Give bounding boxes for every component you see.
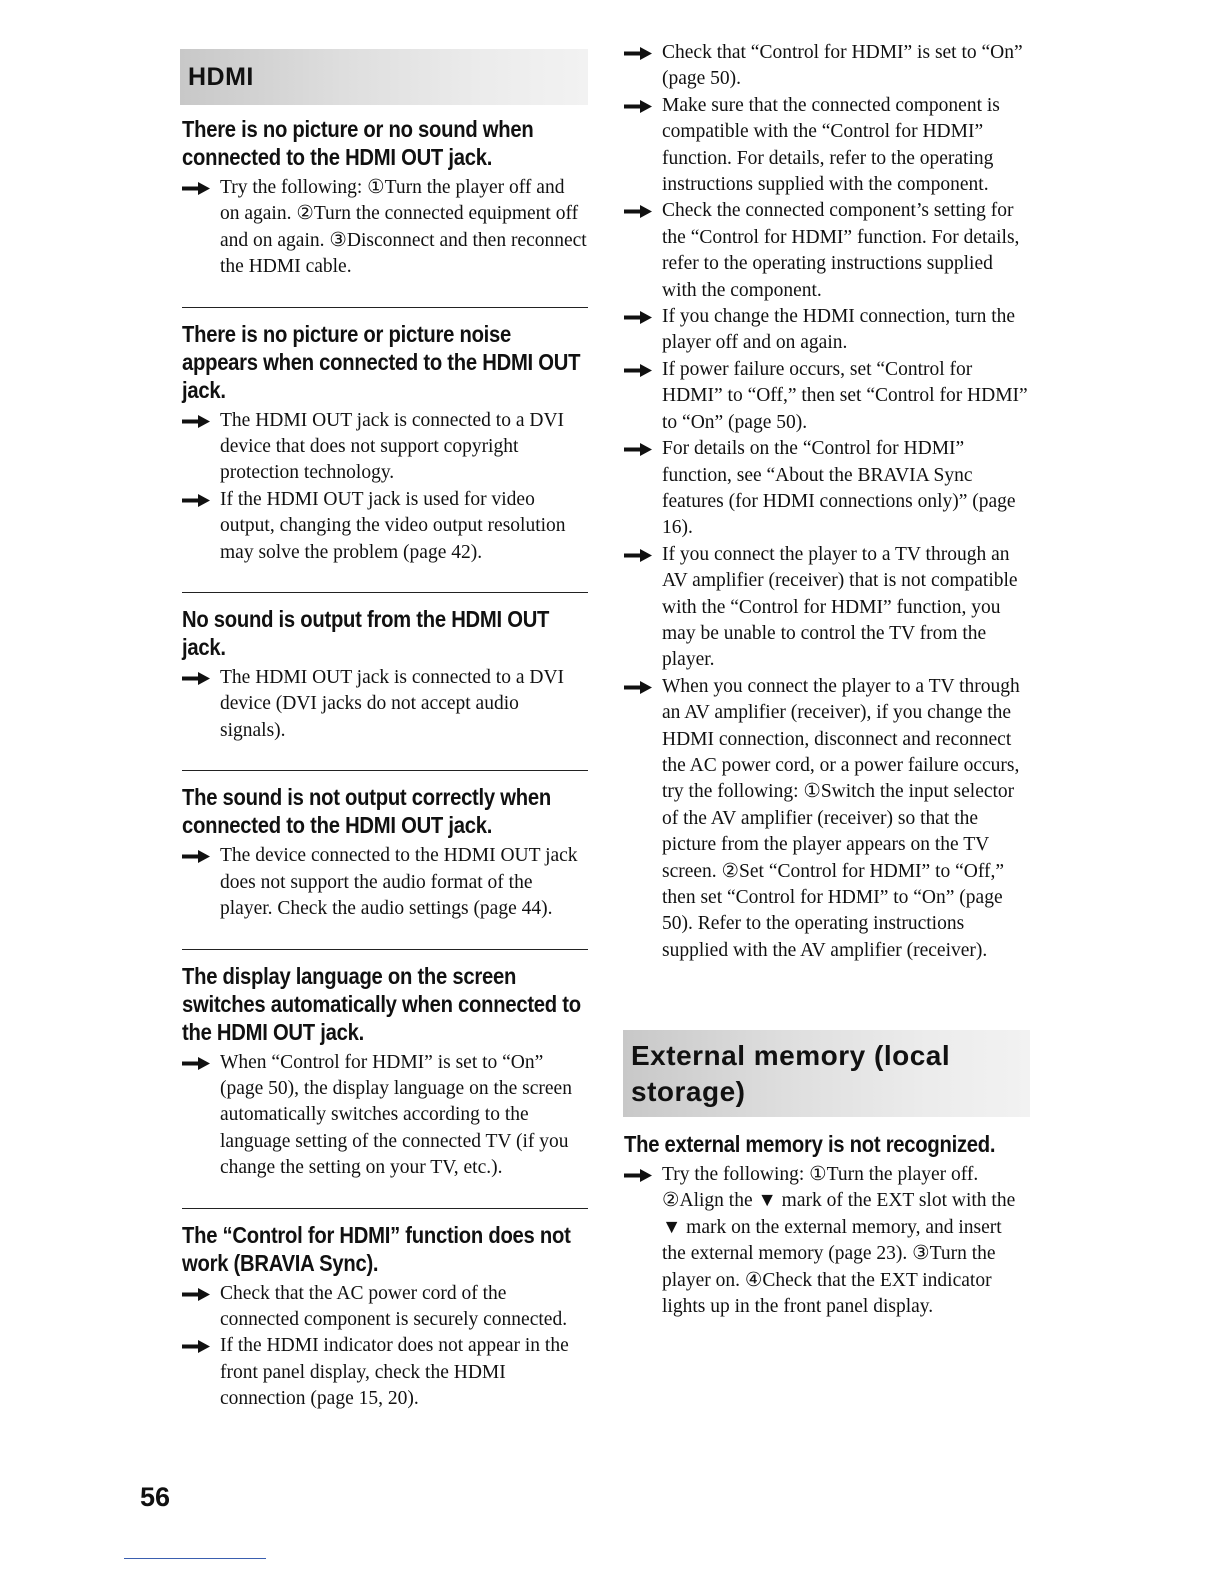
topic-no-picture-no-sound bbox=[182, 115, 588, 281]
hdmi-section-banner bbox=[180, 49, 588, 105]
arrow-right-icon bbox=[624, 205, 652, 218]
item-text: Try the following: ①Turn the player off and on again. ②Turn the connected equipment off and on again. ③Disconnect and then reconnect the HDMI cable. bbox=[220, 177, 587, 278]
item-text: If the HDMI indicator does not appear in the front panel display, check the HDMI connection (page 15, 20). bbox=[220, 1335, 569, 1410]
list-item bbox=[624, 198, 1028, 304]
arrow-right-icon bbox=[624, 681, 652, 694]
topic-sound-not-correct bbox=[182, 770, 588, 922]
item-text: If you change the HDMI connection, turn the player off and on again. bbox=[662, 306, 1016, 354]
topic-heading: No sound is output from the HDMI OUT jack. bbox=[182, 606, 550, 661]
topic-external-memory-not-recognized bbox=[624, 1130, 1028, 1320]
item-text: The device connected to the HDMI OUT jack does not support the audio format of the player. Check the audio settings (page 44). bbox=[220, 845, 578, 920]
footer-divider bbox=[124, 1558, 266, 1559]
topic-no-sound-output bbox=[182, 592, 588, 744]
arrow-right-icon bbox=[182, 494, 210, 507]
arrow-right-icon bbox=[182, 1057, 210, 1070]
list-item bbox=[624, 674, 1028, 964]
list-item bbox=[624, 304, 1028, 357]
topic-picture-noise bbox=[182, 307, 588, 566]
arrow-right-icon bbox=[624, 47, 652, 60]
arrow-right-icon bbox=[624, 364, 652, 377]
item-text: The HDMI OUT jack is connected to a DVI device that does not support copyright protection technology. bbox=[220, 409, 565, 484]
arrow-right-icon bbox=[624, 549, 652, 562]
topic-heading: The sound is not output correctly when connected to the HDMI OUT jack. bbox=[182, 784, 551, 839]
arrow-right-icon bbox=[624, 100, 652, 113]
list-item bbox=[624, 542, 1028, 674]
item-text: If power failure occurs, set “Control for HDMI” to “Off,” then set “Control for HDMI” to “On” (page 50). bbox=[662, 358, 1028, 433]
list-item bbox=[624, 1162, 1028, 1320]
topic-heading: The “Control for HDMI” function does not work (BRAVIA Sync). bbox=[182, 1221, 571, 1276]
item-text: For details on the “Control for HDMI” function, see “About the BRAVIA Sync features (for HDMI connections only)” (page 16). bbox=[662, 438, 1016, 539]
list-item bbox=[182, 1281, 588, 1334]
section-title-line: storage) bbox=[631, 1076, 746, 1107]
item-text: If you connect the player to a TV through an AV amplifier (receiver) that is not compatible with the “Control for HDMI” function, you may be unable to control the TV from the player. bbox=[662, 543, 1018, 671]
page-number: 56 bbox=[140, 1482, 171, 1512]
arrow-right-icon bbox=[624, 311, 652, 324]
arrow-right-icon bbox=[182, 1340, 210, 1353]
right-column bbox=[624, 40, 1028, 964]
external-memory-column bbox=[624, 1130, 1028, 1346]
list-item bbox=[624, 93, 1028, 199]
list-item bbox=[624, 40, 1028, 93]
topic-heading: The external memory is not recognized. bbox=[624, 1131, 996, 1157]
list-item bbox=[182, 843, 588, 922]
item-text: When you connect the player to a TV through an AV amplifier (receiver), if you change the HDMI connection, disconnect and reconnect the AC power cord, or a power failure occurs, try the following: ①Switch the input selector of the AV amplifier (receiver) so that the picture from the player appears on the TV screen. ②Set “Control for HDMI” to “Off,” then set “Control for HDMI” to “On” (page 50). Refer to the operating instructions supplied with the AV amplifier (receiver). bbox=[662, 675, 1020, 961]
arrow-right-icon bbox=[182, 850, 210, 863]
list-item bbox=[624, 357, 1028, 436]
topic-heading: The display language on the screen switches automatically when connected to the HDMI OUT jack. bbox=[182, 962, 581, 1045]
item-text: Try the following: ①Turn the player off. ②Align the ▼ mark of the EXT slot with the ▼ mark on the external memory, and insert the external memory (page 23). ③Turn the player on. ④Check that the EXT indicator lights up in the front panel display. bbox=[662, 1164, 1016, 1318]
list-item bbox=[624, 436, 1028, 542]
arrow-right-icon bbox=[182, 672, 210, 685]
topic-heading: There is no picture or no sound when connected to the HDMI OUT jack. bbox=[182, 116, 534, 170]
arrow-right-icon bbox=[624, 1169, 652, 1182]
item-text: The HDMI OUT jack is connected to a DVI device (DVI jacks do not accept audio signals). bbox=[220, 667, 565, 741]
list-item bbox=[182, 1333, 588, 1412]
topic-heading: There is no picture or picture noise appears when connected to the HDMI OUT jack. bbox=[182, 320, 581, 403]
list-item bbox=[182, 408, 588, 487]
left-column bbox=[182, 115, 588, 1439]
item-text: Make sure that the connected component is compatible with the “Control for HDMI” function. For details, refer to the operating instructions supplied with the component. bbox=[662, 94, 1000, 196]
item-text: If the HDMI OUT jack is used for video output, changing the video output resolution may solve the problem (page 42). bbox=[220, 488, 566, 563]
item-text: Check the connected component’s setting for the “Control for HDMI” function. For details, refer to the operating instructions supplied with the component. bbox=[662, 200, 1020, 301]
list-item bbox=[182, 1050, 588, 1182]
arrow-right-icon bbox=[182, 182, 210, 195]
item-text: Check that “Control for HDMI” is set to “On” (page 50). bbox=[662, 42, 1023, 90]
topic-control-for-hdmi bbox=[182, 1208, 588, 1413]
list-item bbox=[182, 665, 588, 744]
topic-display-language bbox=[182, 949, 588, 1182]
item-text: When “Control for HDMI” is set to “On” (page 50), the display language on the screen automatically switches according to the language setting of the connected TV (if you change the setting on your TV, etc.). bbox=[220, 1051, 572, 1179]
arrow-right-icon bbox=[624, 443, 652, 456]
section-title-line: External memory (local bbox=[631, 1040, 951, 1071]
list-item bbox=[182, 175, 588, 281]
item-text: Check that the AC power cord of the connected component is securely connected. bbox=[220, 1282, 568, 1330]
list-item bbox=[182, 487, 588, 566]
arrow-right-icon bbox=[182, 415, 210, 428]
arrow-right-icon bbox=[182, 1288, 210, 1301]
external-memory-section-banner bbox=[623, 1030, 1030, 1117]
section-title-hdmi: HDMI bbox=[188, 63, 254, 91]
